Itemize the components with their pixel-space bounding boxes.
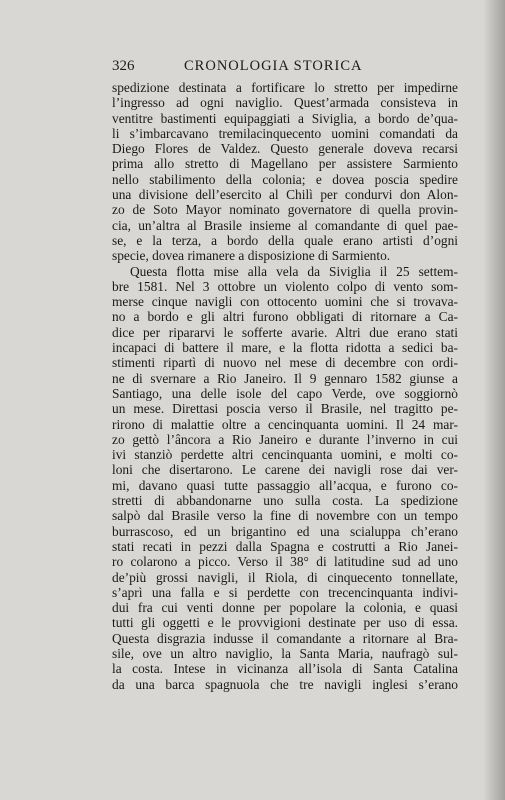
text-line: no a bordo e gli altri furono obbligati di ritornare a Ca- <box>112 309 458 325</box>
text-line: sile, ove un altro naviglio, la Santa Maria, naufragò sul- <box>112 645 458 661</box>
text-line: tutti gli oggetti e le provvigioni destinate per uso di essa. <box>112 615 458 631</box>
text-line: prima allo stretto di Magellano per assistere Sarmiento <box>112 156 458 172</box>
text-line: loni che disertarono. Le carene dei navigli rose dai ver- <box>112 462 458 478</box>
text-line: stretti di abbandonarne uno sulla costa. La spedizione <box>112 493 458 509</box>
text-line: dui fra cui venti donne per popolare la colonia, e quasi <box>112 600 458 616</box>
text-line: li s’imbarcavano tremilacinquecento uomini comandati da <box>112 125 458 141</box>
text-line: specie, dovea rimanere a disposizione di Sarmiento. <box>112 248 391 264</box>
text-line: zo de Soto Mayor nominato governatore di quella provin- <box>112 202 458 218</box>
body-text <box>112 80 458 692</box>
text-line: salpò dal Brasile verso la fine di novembre con un tempo <box>112 508 458 524</box>
text-line: Questa flotta mise alla vela da Siviglia il 25 settem- <box>130 263 458 279</box>
page-number: 326 <box>112 58 135 74</box>
paragraph-2 <box>112 264 458 692</box>
text-line: de’più grossi navigli, il Riola, di cinquecento tonnellate, <box>112 569 458 585</box>
text-line: bre 1581. Nel 3 ottobre un violento colpo di vento som- <box>112 278 458 294</box>
text-line: nello stabilimento della colonia; e dovea poscia spedire <box>112 171 458 187</box>
text-line: zo gettò l’âncora a Rio Janeiro e durante l’inverno in cui <box>112 431 458 447</box>
text-line: da una barca spagnuola che tre navigli inglesi s’erano <box>112 676 458 692</box>
text-line: dice per ripararvi le sofferte avarie. Altri due erano stati <box>112 324 458 340</box>
text-line: burrascoso, ed un brigantino ed una scialuppa ch’erano <box>112 523 458 539</box>
text-line: stimenti ripartì di nuovo nel mese di decembre con ordi- <box>112 355 458 371</box>
text-line: merse cinque navigli con ottocento uomini che si trovava- <box>112 294 458 310</box>
text-line: ivi stanziò perdette altri cencinquanta uomini, e molti co- <box>112 447 458 463</box>
text-line: la costa. Intese in vicinanza all’isola di Santa Catalina <box>112 661 458 677</box>
text-line: stati recati in pezzi dalla Spagna e costrutti a Rio Janei- <box>112 538 458 554</box>
paragraph-1 <box>112 80 458 264</box>
text-line: rirono di malattie oltre a cencinquanta uomini. Il 24 mar- <box>112 416 458 432</box>
text-line: spedizione destinata a fortificare lo stretto per impedirne <box>112 80 458 95</box>
text-line: l’ingresso ad ogni naviglio. Quest’armada consisteva in <box>112 95 458 111</box>
text-line: Questa disgrazia indusse il comandante a ritornare al Bra- <box>112 630 458 646</box>
page-header <box>112 58 454 76</box>
text-line: una divisione dell’esercito al Chilì per condurvi don Alon- <box>112 187 458 203</box>
text-line: s’aprì una falla e si perdette con trecencinquanta indivi- <box>112 584 458 600</box>
text-line: un mese. Direttasi poscia verso il Brasile, nel tragitto pe- <box>112 401 458 417</box>
text-line: Diego Flores de Valdez. Questo generale doveva recarsi <box>112 141 458 157</box>
text-line: mi, davano quasi tutte passaggio all’acqua, e furono co- <box>112 477 458 493</box>
text-line: cia, un’altra al Brasile insieme al comandante di quel pae- <box>112 217 458 233</box>
text-line: se, e la terza, a bordo della quale erano artisti d’ogni <box>112 232 458 248</box>
text-line: ne di svernare a Rio Janeiro. Il 9 gennaro 1582 giunse a <box>112 370 458 386</box>
text-line: ro colarono a picco. Verso il 38° di latitudine sud ad uno <box>112 554 458 570</box>
text-line: incapaci di battere il mare, e la flotta ridotta a sedici ba- <box>112 340 458 356</box>
text-line: Santiago, una delle isole del capo Verde, ove soggiornò <box>112 385 458 401</box>
text-line: ventitre bastimenti equipaggiati a Siviglia, a bordo de’qua- <box>112 110 458 126</box>
running-title: CRONOLOGIA STORICA <box>184 58 363 74</box>
